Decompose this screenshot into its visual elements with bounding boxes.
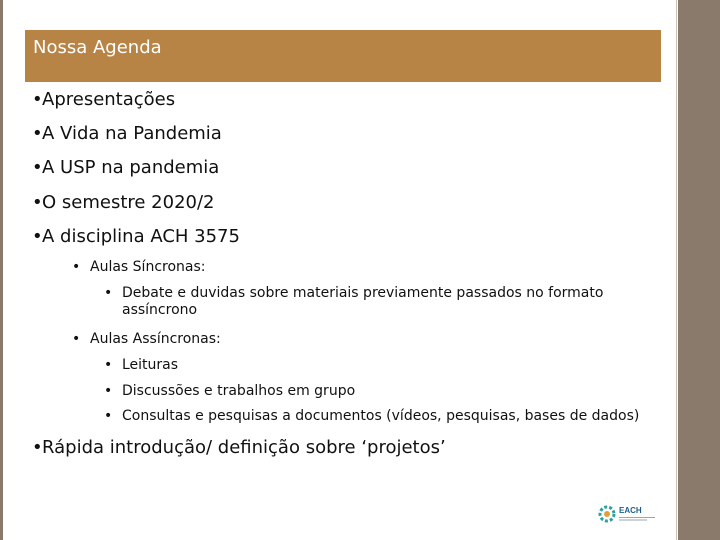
slide-frame-divider — [676, 0, 677, 540]
agenda-item — [32, 89, 175, 111]
agenda-subitem — [72, 331, 221, 348]
bullet-icon: • — [32, 437, 43, 458]
agenda-item-label: A disciplina ACH 3575 — [42, 226, 240, 247]
bullet-icon: • — [104, 383, 113, 399]
logo-text: EACH — [619, 506, 642, 515]
each-logo-icon — [598, 505, 616, 523]
agenda-detail-item — [104, 285, 603, 319]
agenda-subitem — [72, 259, 206, 276]
slide-title: Nossa Agenda — [33, 37, 162, 58]
agenda-item-label: A USP na pandemia — [42, 157, 220, 178]
agenda-detail-label: Consultas e pesquisas a documentos (vídeos, pesquisas, bases de dados) — [122, 408, 640, 424]
agenda-subitem-label: Aulas Síncronas: — [90, 259, 206, 275]
bullet-icon: • — [32, 192, 43, 213]
agenda-item — [32, 226, 240, 248]
bullet-icon: • — [32, 226, 43, 247]
title-bar — [25, 30, 661, 82]
bullet-icon: • — [32, 157, 43, 178]
agenda-item — [32, 157, 219, 179]
agenda-item-label: Rápida introdução/ definição sobre ‘projetos’ — [42, 437, 446, 458]
agenda-item-label: O semestre 2020/2 — [42, 192, 215, 213]
agenda-detail-item — [104, 408, 639, 425]
agenda-detail-item — [104, 383, 355, 400]
each-logo — [598, 503, 662, 525]
agenda-detail-item — [104, 357, 178, 374]
bullet-icon: • — [72, 259, 81, 275]
bullet-icon: • — [32, 89, 43, 110]
bullet-icon: • — [104, 357, 113, 373]
agenda-item — [32, 437, 446, 459]
agenda-detail-label: Debate e duvidas sobre materiais previamente passados no formato — [122, 285, 604, 301]
bullet-icon: • — [32, 123, 43, 144]
logo-subtitle-lines — [619, 517, 655, 521]
agenda-detail-label: Discussões e trabalhos em grupo — [122, 383, 356, 399]
agenda-item-label: A Vida na Pandemia — [42, 123, 222, 144]
agenda-detail-label: Leituras — [122, 357, 179, 373]
agenda-item — [32, 192, 215, 214]
slide-frame-right — [678, 0, 720, 540]
agenda-item — [32, 123, 222, 145]
slide-frame-left — [0, 0, 3, 540]
agenda-item-label: Apresentações — [42, 89, 176, 110]
bullet-icon: • — [104, 285, 113, 301]
bullet-icon: • — [104, 408, 113, 424]
bullet-icon: • — [72, 331, 81, 347]
agenda-subitem-label: Aulas Assíncronas: — [90, 331, 221, 347]
agenda-detail-label-cont: assíncrono — [122, 302, 198, 318]
